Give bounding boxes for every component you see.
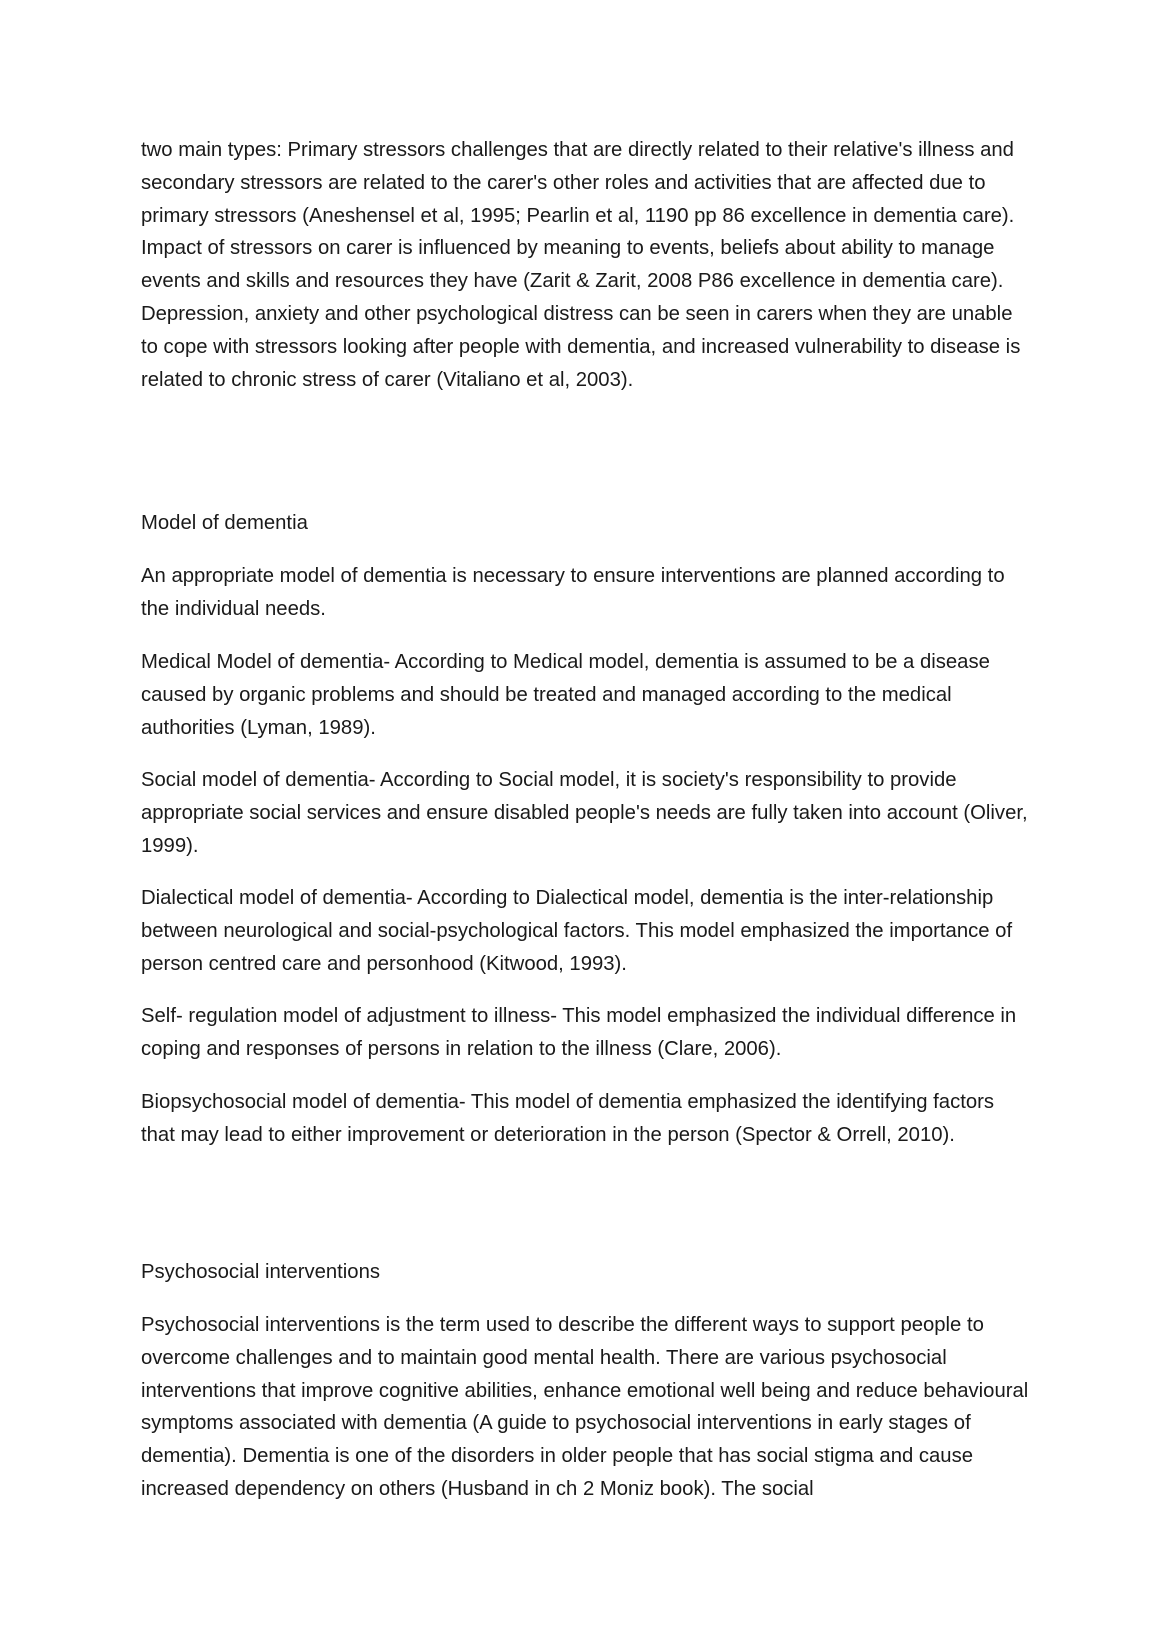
- section-heading-model-of-dementia: Model of dementia: [141, 512, 308, 534]
- section-heading-psychosocial-interventions: Psychosocial interventions: [141, 1261, 380, 1283]
- paragraph-medical-model: Medical Model of dementia- According to Medical model, dementia is assumed to be a disease caused by organic problems and should be treated and managed according to the medical authorities (Lyman, 1989).: [141, 651, 990, 739]
- paragraph-model-intro: An appropriate model of dementia is necessary to ensure interventions are planned according to the individual needs.: [141, 565, 1005, 620]
- paragraph-self-regulation-model: Self- regulation model of adjustment to illness- This model emphasized the individual difference in coping and responses of persons in relation to the illness (Clare, 2006).: [141, 1005, 1017, 1060]
- paragraph-psychosocial-interventions: Psychosocial interventions is the term used to describe the different ways to support people to overcome challenges and to maintain good mental health. There are various psychosocial interventions that improve cognitive abilities, enhance emotional well being and reduce behavioural symptoms associated with dementia (A guide to psychosocial interventions in early stages of dementia). Dementia is one of the disorders in older people that has social stigma and cause increased dependency on others (Husband in ch 2 Moniz book). The social: [141, 1314, 1029, 1500]
- paragraph-social-model: Social model of dementia- According to Social model, it is society's responsibility to provide appropriate social services and ensure disabled people's needs are fully taken into account (Oliver, 1999).: [141, 769, 1028, 857]
- intro-paragraph: two main types: Primary stressors challenges that are directly related to their relative's illness and secondary stressors are related to the carer's other roles and activities that are affected due to primary stressors (Aneshensel et al, 1995; Pearlin et al, 1190 pp 86 excellence in dementia care). Impact of stressors on carer is influenced by meaning to events, beliefs about ability to manage events and skills and resources they have (Zarit & Zarit, 2008 P86 excellence in dementia care). Depression, anxiety and other psychological distress can be seen in carers when they are unable to cope with stressors looking after people with dementia, and increased vulnerability to disease is related to chronic stress of carer (Vitaliano et al, 2003).: [141, 139, 1021, 391]
- paragraph-biopsychosocial-model: Biopsychosocial model of dementia- This model of dementia emphasized the identifying factors that may lead to either improvement or deterioration in the person (Spector & Orrell, 2010).: [141, 1091, 995, 1146]
- paragraph-dialectical-model: Dialectical model of dementia- According to Dialectical model, dementia is the inter-relationship between neurological and social-psychological factors. This model emphasized the importance of person centred care and personhood (Kitwood, 1993).: [141, 887, 1013, 975]
